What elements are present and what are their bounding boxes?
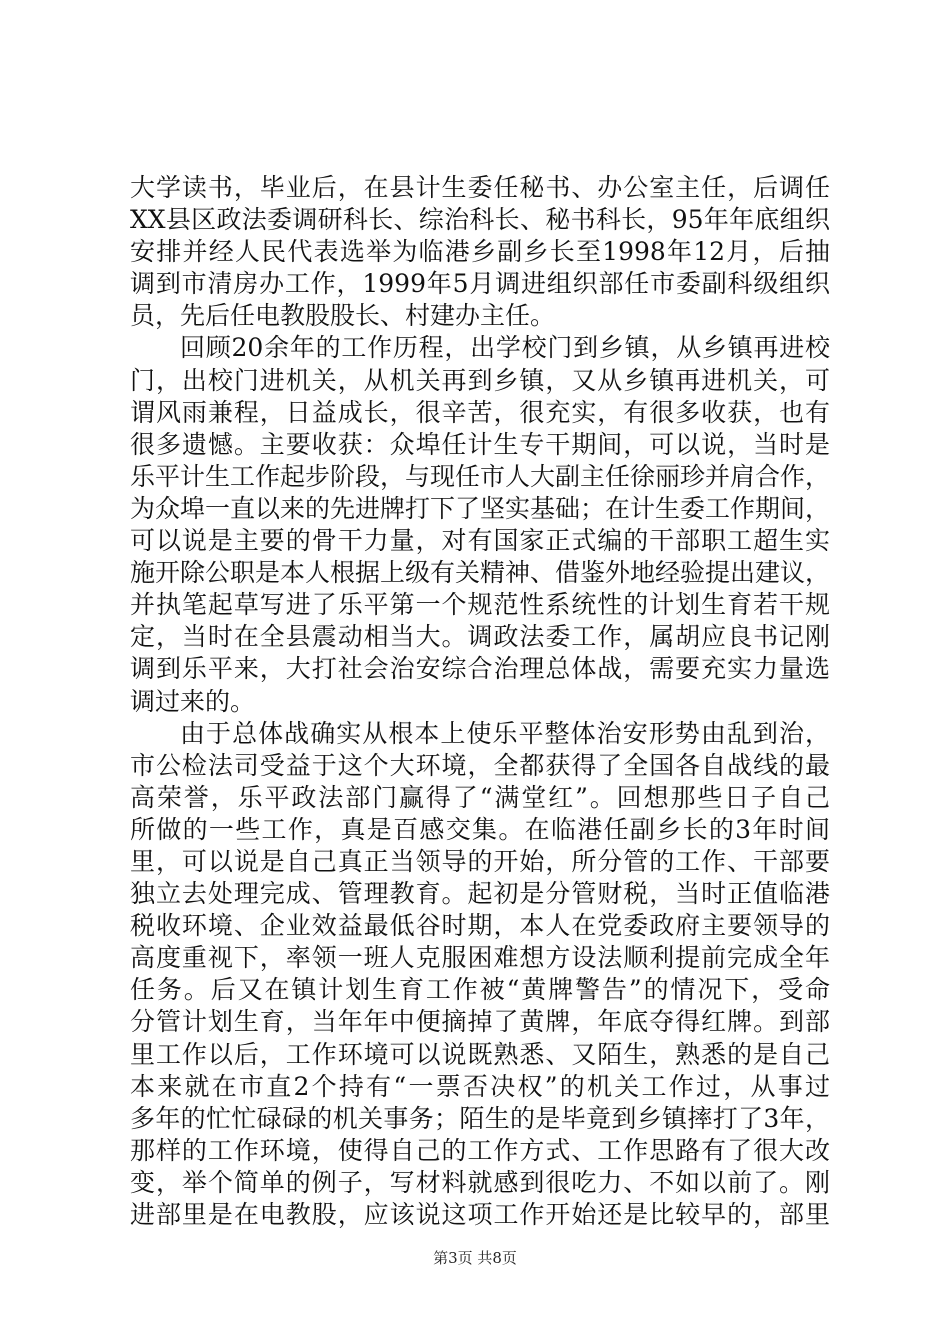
text-line: 里，可以说是自己真正当领导的开始，所分管的工作、干部要 bbox=[130, 846, 830, 876]
text-line: 税收环境、企业效益最低谷时期，本人在党委政府主要领导的 bbox=[130, 911, 830, 941]
text-line: 独立去处理完成、管理教育。起初是分管财税，当时正值临港 bbox=[130, 879, 830, 909]
text-line: 市公检法司受益于这个大环境，全都获得了全国各自战线的最 bbox=[130, 750, 830, 780]
text-line: 任务。后又在镇计划生育工作被“黄牌警告”的情况下，受命 bbox=[130, 975, 830, 1005]
text-line: 变，举个简单的例子，写材料就感到很吃力、不如以前了。刚 bbox=[130, 1167, 830, 1197]
text-line: 安排并经人民代表选举为临港乡副乡长至1998年12月，后抽 bbox=[130, 237, 830, 267]
text-line: 进部里是在电教股，应该说这项工作开始还是比较早的，部里 bbox=[130, 1200, 830, 1229]
text-line: 施开除公职是本人根据上级有关精神、借鉴外地经验提出建议， bbox=[130, 558, 831, 588]
page-number: 第3页 共8页 bbox=[433, 1249, 517, 1267]
text-line: 可以说是主要的骨干力量，对有国家正式编的干部职工超生实 bbox=[130, 526, 830, 556]
text-line: 乐平计生工作起步阶段，与现任市人大副主任徐丽珍并肩合作， bbox=[130, 461, 831, 491]
text-line: 员，先后任电教股股长、村建办主任。 bbox=[130, 301, 556, 331]
text-line: 高度重视下，率领一班人克服困难想方设法顺利提前完成全年 bbox=[130, 943, 830, 973]
text-line: 所做的一些工作，真是百感交集。在临港任副乡长的3年时间 bbox=[130, 814, 830, 844]
text-line: 大学读书，毕业后，在县计生委任秘书、办公室主任，后调任 bbox=[130, 173, 830, 202]
text-line: 为众埠一直以来的先进牌打下了坚实基础；在计生委工作期间， bbox=[130, 493, 831, 523]
text-line: 定，当时在全县震动相当大。调政法委工作，属胡应良书记刚 bbox=[130, 622, 830, 652]
text-line: 分管计划生育，当年年中便摘掉了黄牌，年底夺得红牌。到部 bbox=[130, 1007, 830, 1037]
text-line: 本来就在市直2个持有“一票否决权”的机关工作过，从事过 bbox=[130, 1071, 830, 1101]
page-footer bbox=[0, 1247, 950, 1268]
text-line: 很多遗憾。主要收获：众埠任计生专干期间，可以说，当时是 bbox=[130, 429, 830, 459]
text-line: 里工作以后，工作环境可以说既熟悉、又陌生，熟悉的是自己 bbox=[130, 1039, 830, 1069]
text-line: XX县区政法委调研科长、综治科长、秘书科长，95年年底组织 bbox=[130, 205, 830, 235]
text-line: 谓风雨兼程，日益成长，很辛苦，很充实，有很多收获，也有 bbox=[130, 397, 830, 427]
text-line: 由于总体战确实从根本上使乐平整体治安形势由乱到治， bbox=[180, 718, 830, 748]
text-line: 调到乐平来，大打社会治安综合治理总体战，需要充实力量选 bbox=[130, 654, 830, 684]
text-line: 高荣誉，乐平政法部门赢得了“满堂红”。回想那些日子自己 bbox=[130, 782, 830, 812]
text-line: 多年的忙忙碌碌的机关事务；陌生的是毕竟到乡镇摔打了3年， bbox=[130, 1103, 830, 1133]
text-line: 并执笔起草写进了乐平第一个规范性系统性的计划生育若干规 bbox=[130, 590, 830, 620]
text-line: 回顾20余年的工作历程，出学校门到乡镇，从乡镇再进校 bbox=[180, 333, 830, 363]
text-line: 门，出校门进机关，从机关再到乡镇，又从乡镇再进机关，可 bbox=[130, 365, 830, 395]
text-line: 调到市清房办工作，1999年5月调进组织部任市委副科级组织 bbox=[130, 269, 830, 299]
text-line: 调过来的。 bbox=[130, 686, 256, 716]
text-line: 那样的工作环境，使得自己的工作方式、工作思路有了很大改 bbox=[130, 1135, 830, 1165]
body-text bbox=[130, 172, 830, 1231]
